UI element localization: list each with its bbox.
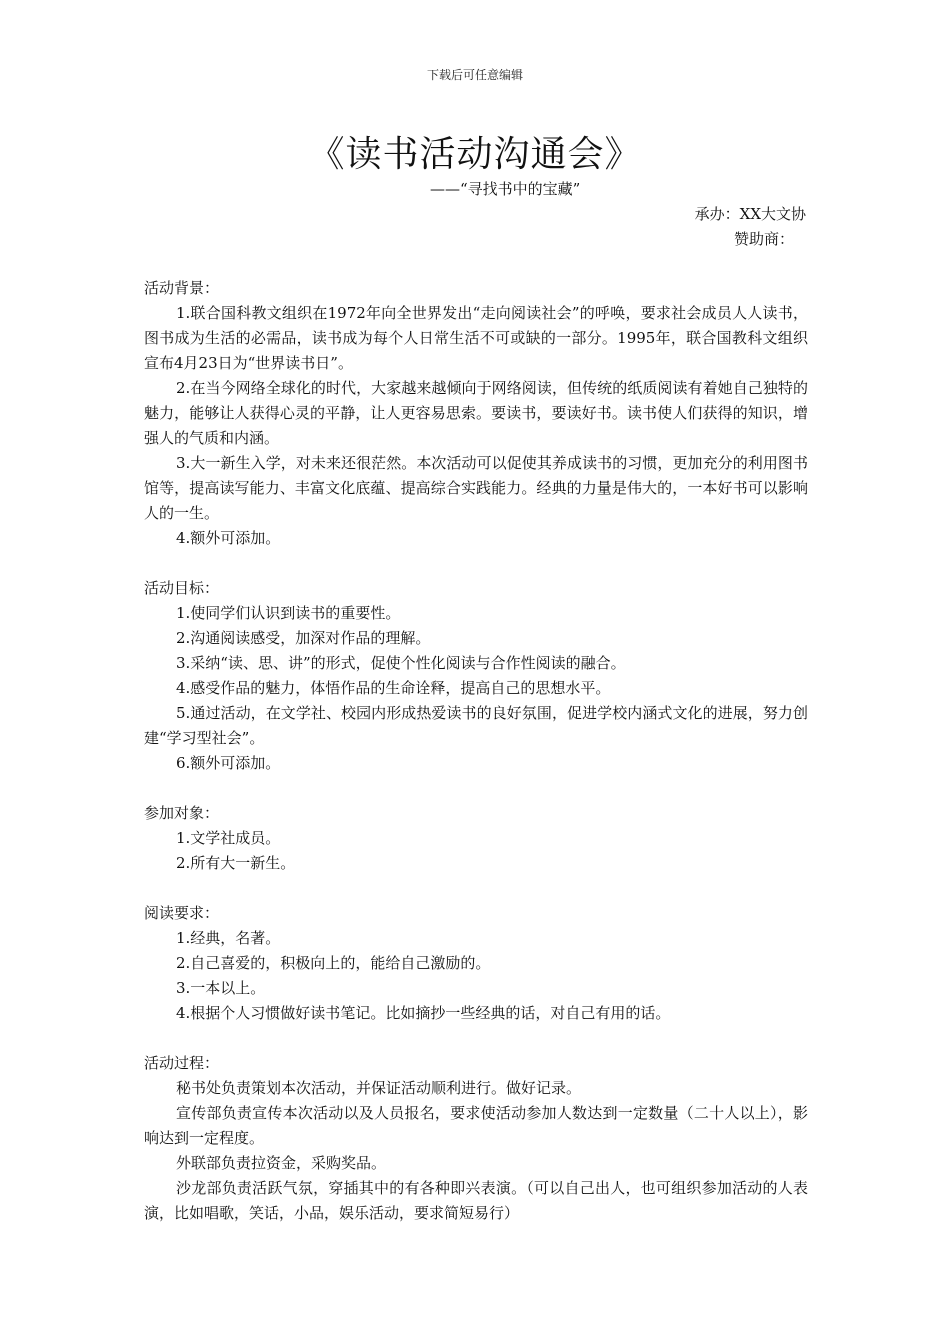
paragraph: 宣传部负责宣传本次活动以及人员报名，要求使活动参加人数达到一定数量（二十人以上），影响达到一定程度。 bbox=[144, 1104, 808, 1147]
section-gap bbox=[144, 876, 808, 901]
paragraph: 6.额外可添加。 bbox=[176, 754, 281, 772]
document-title: 《读书活动沟通会》 bbox=[308, 134, 642, 175]
paragraph: 2.沟通阅读感受，加深对作品的理解。 bbox=[176, 629, 431, 647]
paragraph: 沙龙部负责活跃气氛，穿插其中的有各种即兴表演。（可以自己出人，也可组织参加活动的人表演，比如唱歌，笑话，小品，娱乐活动，要求简短易行） bbox=[144, 1179, 808, 1222]
paragraph: 3.采纳“读、思、讲”的形式，促使个性化阅读与合作性阅读的融合。 bbox=[176, 654, 626, 672]
section-participants bbox=[144, 801, 808, 876]
section-title: 阅读要求： bbox=[144, 904, 220, 922]
paragraph: 3.大一新生入学，对未来还很茫然。本次活动可以促使其养成读书的习惯，更加充分的利用图书馆等，提高读写能力、丰富文化底蕴、提高综合实践能力。经典的力量是伟大的，一本好书可以影响人的一生。 bbox=[144, 454, 808, 522]
section-goals bbox=[144, 576, 808, 776]
paragraph: 外联部负责拉资金，采购奖品。 bbox=[176, 1154, 387, 1172]
section-title: 参加对象： bbox=[144, 804, 220, 822]
paragraph: 5.通过活动，在文学社、校园内形成热爱读书的良好氛围，促进学校内涵式文化的进展，努力创建“学习型社会”。 bbox=[144, 704, 808, 747]
section-gap bbox=[144, 551, 808, 576]
paragraph: 1.联合国科教文组织在1972年向全世界发出“走向阅读社会”的呼唤，要求社会成员人人读书，图书成为生活的必需品，读书成为每个人日常生活不可或缺的一部分。1995年，联合国教科文组织宣布4月23日为“世界读书日”。 bbox=[144, 304, 808, 372]
paragraph: 1.文学社成员。 bbox=[176, 829, 281, 847]
section-reading-requirements bbox=[144, 901, 808, 1026]
paragraph: 2.在当今网络全球化的时代，大家越来越倾向于网络阅读，但传统的纸质阅读有着她自己独特的魅力，能够让人获得心灵的平静，让人更容易思索。要读书，要读好书。读书使人们获得的知识，增强人的气质和内涵。 bbox=[144, 379, 808, 447]
section-gap bbox=[144, 1026, 808, 1051]
organizer-line: 承办：XX大文协 bbox=[694, 205, 806, 223]
section-gap bbox=[144, 776, 808, 801]
paragraph: 4.额外可添加。 bbox=[176, 529, 281, 547]
section-background bbox=[144, 276, 808, 551]
sponsor-line: 赞助商： bbox=[733, 230, 794, 248]
paragraph: 3.一本以上。 bbox=[176, 979, 266, 997]
section-title: 活动背景： bbox=[144, 279, 220, 297]
paragraph: 2.所有大一新生。 bbox=[176, 854, 296, 872]
document-subtitle: ——“寻找书中的宝藏” bbox=[430, 180, 581, 198]
paragraph: 4.根据个人习惯做好读书笔记。比如摘抄一些经典的话，对自己有用的话。 bbox=[176, 1004, 671, 1022]
paragraph: 秘书处负责策划本次活动，并保证活动顺利进行。做好记录。 bbox=[176, 1079, 582, 1097]
header-note: 下载后可任意编辑 bbox=[426, 68, 523, 82]
paragraph: 1.使同学们认识到读书的重要性。 bbox=[176, 604, 401, 622]
paragraph: 2.自己喜爱的，积极向上的，能给自己激励的。 bbox=[176, 954, 491, 972]
section-process bbox=[144, 1051, 808, 1226]
document-body bbox=[144, 276, 808, 1226]
section-title: 活动过程： bbox=[144, 1054, 220, 1072]
section-title: 活动目标： bbox=[144, 579, 220, 597]
paragraph: 4.感受作品的魅力，体悟作品的生命诠释，提高自己的思想水平。 bbox=[176, 679, 611, 697]
paragraph: 1.经典，名著。 bbox=[176, 929, 281, 947]
